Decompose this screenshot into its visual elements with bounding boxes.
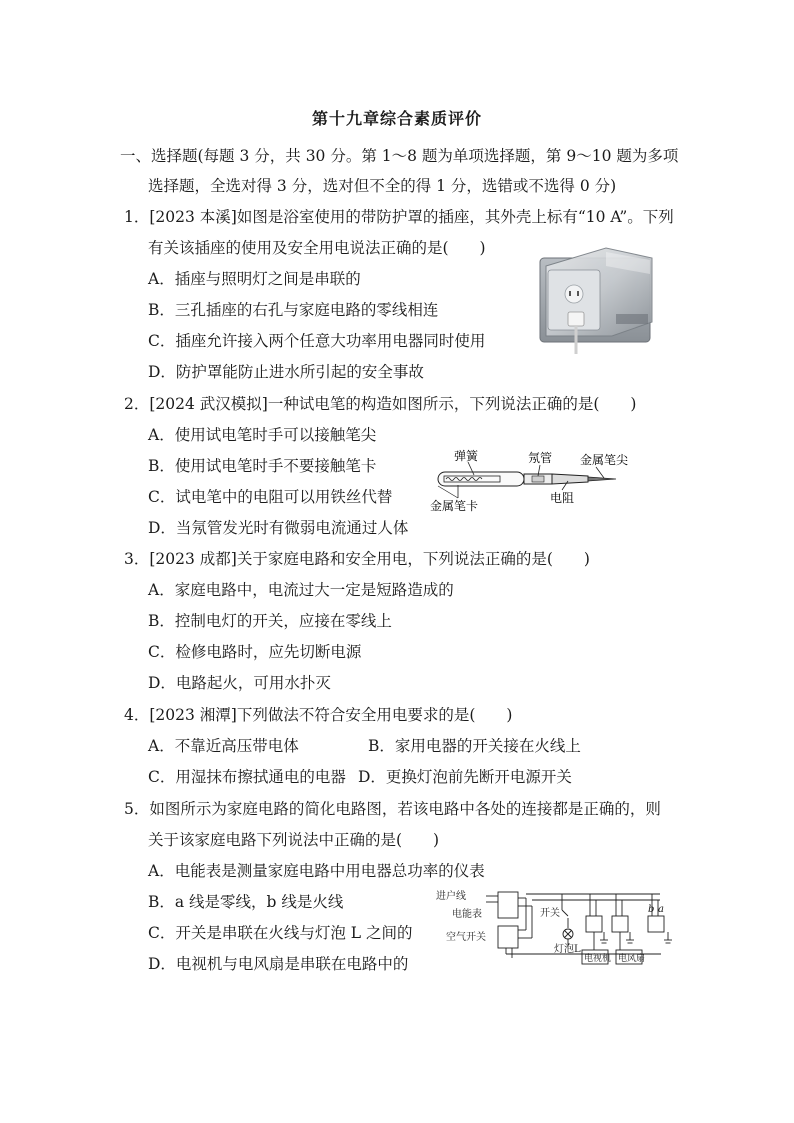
q1-option-a: A．插座与照明灯之间是串联的	[148, 270, 361, 288]
q1-option-d: D．防护罩能防止进水所引起的安全事故	[148, 363, 424, 381]
label-resistor: 电阻	[550, 491, 575, 505]
q5-option-c: C．开关是串联在火线与灯泡 L 之间的	[148, 924, 413, 942]
q4-option-a: A．不靠近高压带电体	[148, 737, 299, 755]
q3-option-d: D．电路起火，可用水扑灭	[148, 674, 331, 692]
q1-stem-line1: 1．[2023 本溪]如图是浴室使用的带防护罩的插座，其外壳上标有“10 A”。下列	[124, 208, 674, 226]
label-wire-b: b	[648, 904, 655, 915]
q4-option-b: B．家用电器的开关接在火线上	[368, 737, 581, 755]
q5-option-a: A．电能表是测量家庭电路中用电器总功率的仪表	[148, 862, 485, 880]
q5-stem-line1: 5．如图所示为家庭电路的简化电路图，若该电路中各处的连接都是正确的，则	[124, 800, 661, 818]
q5-option-d: D．电视机与电风扇是串联在电路中的	[148, 955, 409, 973]
q1-option-c: C．插座允许接入两个任意大功率用电器同时使用	[148, 332, 486, 350]
q3-option-b: B．控制电灯的开关，应接在零线上	[148, 612, 392, 630]
q2-stem: 2．[2024 武汉模拟]一种试电笔的构造如图所示，下列说法正确的是( )	[124, 395, 637, 413]
q4-stem: 4．[2023 湘潭]下列做法不符合安全用电要求的是( )	[124, 706, 513, 724]
label-tv: 电视机	[584, 954, 612, 964]
label-neon-tube: 氖管	[528, 451, 553, 465]
q3-option-c: C．检修电路时，应先切断电源	[148, 643, 362, 661]
label-metal-tip: 金属笔尖	[580, 453, 629, 467]
section-heading-cont: 选择题，全选对得 3 分，选对但不全的得 1 分，选错或不选得 0 分)	[148, 177, 617, 195]
q2-option-a: A．使用试电笔时手可以接触笔尖	[148, 426, 377, 444]
q4-option-c: C．用湿抹布擦拭通电的电器	[148, 768, 346, 786]
label-energy-meter: 电能表	[452, 909, 482, 920]
q3-option-a: A．家庭电路中，电流过大一定是短路造成的	[148, 581, 454, 599]
label-air-breaker: 空气开关	[446, 932, 486, 943]
label-wire-a: a	[658, 904, 664, 915]
page-title: 第十九章综合素质评价	[311, 109, 482, 128]
test-pen-figure	[428, 448, 648, 514]
q1-option-b: B．三孔插座的右孔与家庭电路的零线相连	[148, 301, 439, 319]
label-fan: 电风扇	[618, 954, 646, 964]
q4-option-d: D．更换灯泡前先断开电源开关	[358, 768, 572, 786]
q2-option-b: B．使用试电笔时手不要接触笔卡	[148, 457, 377, 475]
q5-stem-line2: 关于该家庭电路下列说法中正确的是( )	[148, 831, 440, 849]
q5-option-b: B．a 线是零线，b 线是火线	[148, 893, 344, 911]
household-circuit-figure	[436, 888, 686, 980]
q1-stem-line2: 有关该插座的使用及安全用电说法正确的是( )	[148, 239, 486, 257]
label-incoming-line: 进户线	[436, 891, 466, 902]
q2-option-c: C．试电笔中的电阻可以用铁丝代替	[148, 488, 393, 506]
q2-option-d: D．当氖管发光时有微弱电流通过人体	[148, 519, 409, 537]
label-metal-clip: 金属笔卡	[430, 499, 479, 513]
bathroom-socket-figure	[536, 244, 656, 356]
label-lamp: 灯泡L	[554, 944, 581, 955]
q3-stem: 3．[2023 成都]关于家庭电路和安全用电，下列说法正确的是( )	[124, 550, 590, 568]
section-heading: 一、选择题(每题 3 分，共 30 分。第 1～8 题为单项选择题，第 9～10 题为多项	[120, 147, 679, 165]
label-switch: 开关	[540, 908, 560, 919]
label-spring: 弹簧	[454, 449, 479, 463]
